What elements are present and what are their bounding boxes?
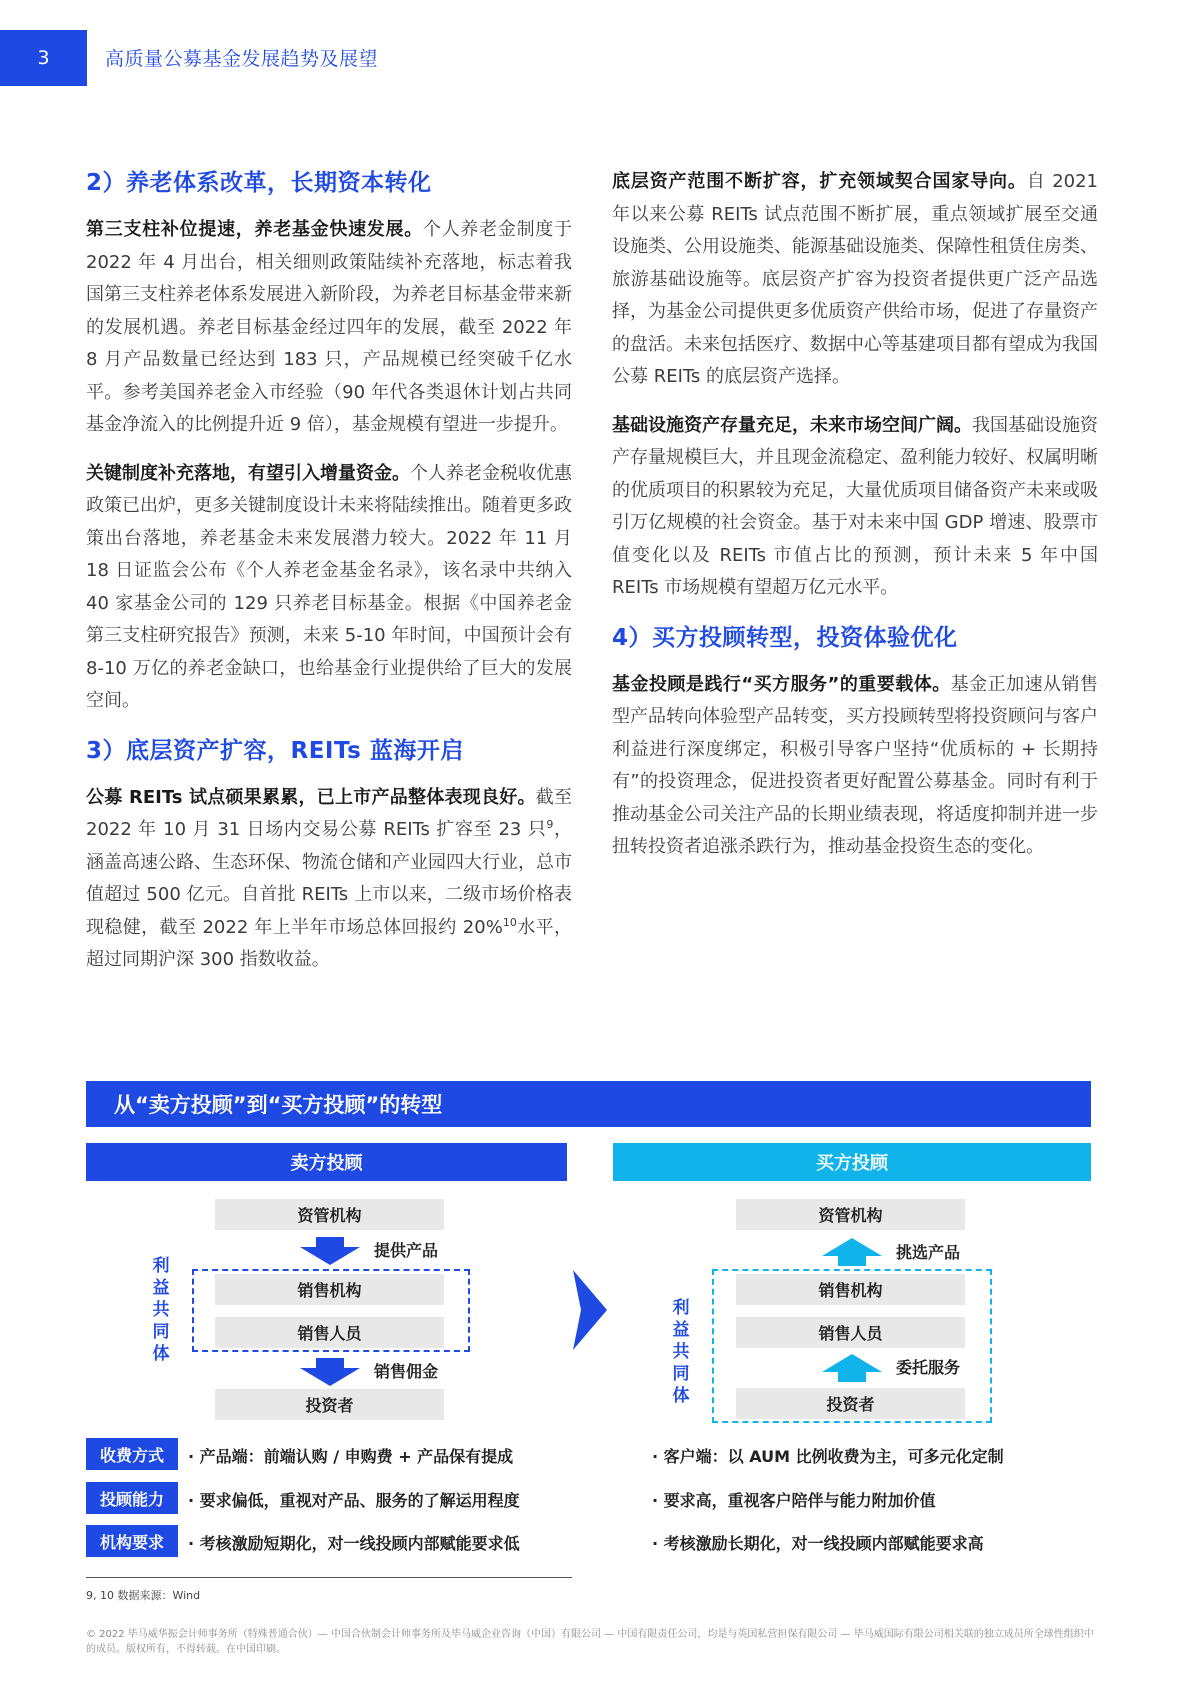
section-heading-3: 3）底层资产扩容，REITs 蓝海开启 — [86, 737, 464, 764]
paragraph-text: 个人养老金制度于 2022 年 4 月出台，相关细则政策陆续补充落地，标志着我国第三支柱养老体系发展进入新阶段，为养老目标基金带来新的发展机遇。养老目标基金经过四年的发展，截至 2022 年 8 月产品数量已经达到 183 只，产品规模已经突破千亿水平。参考美国养老金入市经验（90 年代各类退休计划占共同基金净流入的比例提升近 9 倍），基金规模有望进一步提升。 — [86, 219, 573, 435]
sell-sales-staff-box: 销售人员 — [215, 1317, 444, 1348]
sell-flow-commission: 销售佣金 — [374, 1362, 439, 1381]
buy-flow-entrusted-service: 委托服务 — [896, 1358, 961, 1377]
paragraph-text: 基金正加速从销售型产品转向体验型产品转变，买方投顾转型将投资顾问与客户利益进行深度绑定，积极引导客户坚持“优质标的 + 长期持有”的投资理念，促进投资者更好配置公募基金。同时有利于推动基金公司关注产品的长期业绩表现，将适度抑制并进一步扭转投资者追涨杀跌行为，推动基金投资生态的变化。 — [612, 673, 1098, 857]
down-arrow-icon — [300, 1237, 360, 1265]
copyright-notice: © 2022 毕马威华振会计师事务所（特殊普通合伙）— 中国合伙制会计师事务所及毕马威企业咨询（中国）有限公司 — 中国有限责任公司，均是与英国私营担保有限公司 — 毕马威国际有限公司相关联的独立成员所全球性组织中的成员。版权所有，不得转载。在中国印刷。 — [86, 1629, 1094, 1655]
section-heading-2: 2）养老体系改革，长期资本转化 — [86, 170, 432, 196]
row-buy-advisory-ability: · 要求高，重视客户陪伴与能力附加价值 — [652, 1491, 936, 1510]
row-sell-advisory-ability: · 要求偏低，重视对产品、服务的了解运用程度 — [188, 1491, 520, 1510]
paragraph-lead: 基金投顾是践行“买方服务”的重要载体。 — [612, 673, 951, 695]
paragraph-text: 截至 2022 年 10 月 31 日场内交易公募 REITs 扩容至 23 只 — [86, 786, 572, 840]
buy-side-title: 买方投顾 — [613, 1143, 1091, 1181]
up-arrow-icon — [822, 1238, 882, 1266]
paragraph-text: 个人养老金税收优惠政策已出炉，更多关键制度设计未来将陆续推出。随着更多政策出台落地，养老基金未来发展潜力较大。2022 年 11 月 18 日证监会公布《个人养老金基金名录》，该名录中共纳入 40 家基金公司的 129 只养老目标基金。根据《中国养老金第三支柱研究报告》预测，未来 5-10 年时间，中国预计会有 8-10 万亿的养老金缺口，也给基金行业提供给了巨大的发展空间。 — [86, 462, 572, 711]
paragraph-lead: 公募 REITs 试点硕果累累，已上市产品整体表现良好。 — [86, 786, 536, 808]
paragraph-reits-3 — [612, 410, 1098, 605]
buy-sales-institution-box: 销售机构 — [736, 1274, 965, 1305]
header-title: 高质量公募基金发展趋势及展望 — [105, 48, 379, 70]
sell-sales-institution-box: 销售机构 — [215, 1274, 444, 1305]
down-arrow-icon — [300, 1358, 360, 1386]
row-sell-institution-requirement: · 考核激励短期化，对一线投顾内部赋能要求低 — [188, 1534, 520, 1553]
footnote-ref-9: 9 — [546, 818, 554, 831]
paragraph-lead: 第三支柱补位提速，养老基金快速发展。 — [86, 219, 423, 240]
paragraph-lead: 基础设施资产存量充足，未来市场空间广阔。 — [612, 414, 972, 436]
paragraph-text: ，涵盖高速公路、生态环保、物流仓储和产业园四大行业，总市值超过 500 亿元。自首批 REITs 上市以来，二级市场价格表现稳健，截至 2022 年上半年市场总体回报约 20% — [86, 819, 573, 938]
paragraph-reits-2 — [612, 166, 1098, 394]
paragraph-lead: 底层资产范围不断扩容，扩充领域契合国家导向。 — [612, 171, 1027, 192]
row-sell-fee-method: · 产品端：前端认购 / 申购费 + 产品保有提成 — [188, 1447, 514, 1466]
up-arrow-icon — [822, 1354, 882, 1382]
buy-investor-box: 投资者 — [736, 1388, 965, 1419]
paragraph-text: 我国基础设施资产存量规模巨大，并且现金流稳定、盈利能力较好、权属明晰的优质项目的积累较为充足，大量优质项目储备资产未来或吸引万亿规模的社会资金。基于对未来中国 GDP 增速、股票市值变化以及 REITs 市值占比的预测，预计未来 5 年中国 REITs 市场规模有望超万亿元水平。 — [612, 414, 1098, 598]
row-tag-fee-method: 收费方式 — [86, 1438, 178, 1470]
sell-side-title: 卖方投顾 — [86, 1143, 567, 1181]
buy-flow-select-products: 挑选产品 — [896, 1243, 961, 1262]
sell-flow-provide-products: 提供产品 — [374, 1241, 439, 1260]
paragraph-text: 自 2021 年以来公募 REITs 试点范围不断扩展，重点领域扩展至交通设施类、公用设施类、能源基础设施类、保障性租赁住房类、旅游基础设施等。底层资产扩容为投资者提供更广泛产品选择，为基金公司提供更多优质资产供给市场，促进了存量资产的盘活。未来包括医疗、数据中心等基建项目都有望成为我国公募 REITs 的底层资产选择。 — [612, 171, 1099, 387]
diagram-banner: 从“卖方投顾”到“买方投顾”的转型 — [86, 1081, 1091, 1127]
paragraph-advisory — [612, 669, 1098, 864]
paragraph-pension-1 — [86, 214, 572, 442]
paragraph-text: 水平，超过同期沪深 300 指数收益。 — [86, 916, 573, 970]
left-column — [86, 166, 572, 993]
footnote-ref-10: 10 — [502, 915, 517, 929]
sell-interest-community-label: 利益共同体 — [152, 1256, 170, 1364]
sell-asset-manager-box: 资管机构 — [215, 1199, 444, 1230]
footnote: 9, 10 数据来源：Wind — [86, 1589, 201, 1602]
transition-arrow-icon — [573, 1270, 607, 1350]
right-column — [612, 166, 1098, 880]
row-buy-fee-method: · 客户端：以 AUM 比例收费为主，可多元化定制 — [652, 1447, 1004, 1466]
section-heading-4: 4）买方投顾转型，投资体验优化 — [612, 624, 958, 651]
buy-asset-manager-box: 资管机构 — [736, 1199, 965, 1230]
row-tag-institution-requirement: 机构要求 — [86, 1525, 178, 1557]
paragraph-pension-2 — [86, 458, 572, 718]
buy-interest-community-label: 利益共同体 — [672, 1298, 690, 1406]
buy-sales-staff-box: 销售人员 — [736, 1317, 965, 1348]
paragraph-reits-1 — [86, 782, 572, 977]
paragraph-lead: 关键制度补充落地，有望引入增量资金。 — [86, 462, 410, 484]
page-number: 3 — [0, 30, 87, 86]
row-buy-institution-requirement: · 考核激励长期化，对一线投顾内部赋能要求高 — [652, 1534, 984, 1553]
sell-investor-box: 投资者 — [215, 1389, 444, 1420]
row-tag-advisory-ability: 投顾能力 — [86, 1482, 178, 1514]
footnote-divider — [86, 1577, 572, 1578]
